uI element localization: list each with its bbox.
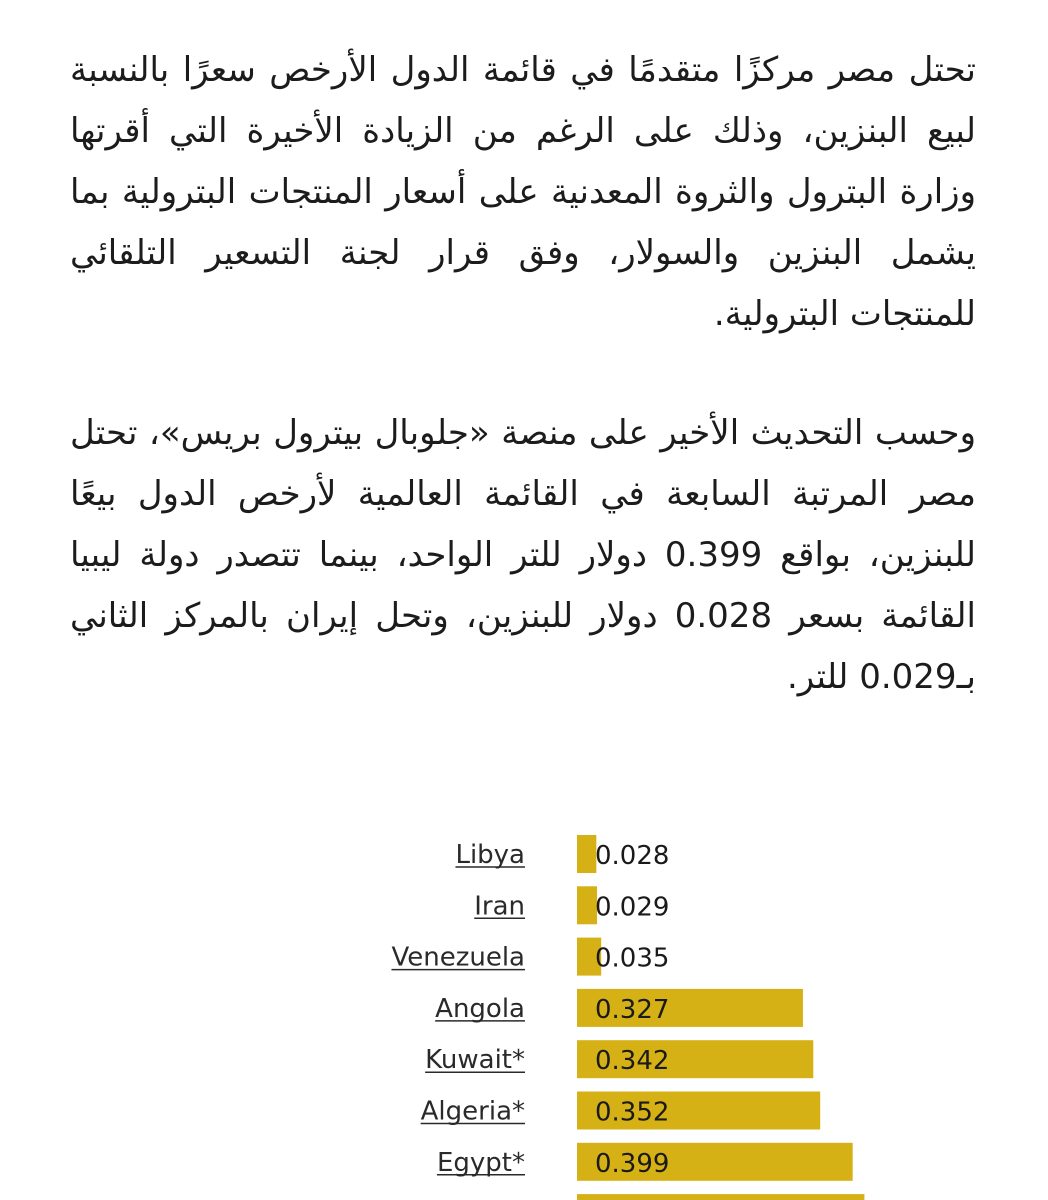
- value-label: 0.035: [595, 943, 670, 974]
- article-paragraph-1: تحتل مصر مركزًا متقدمًا في قائمة الدول الأرخص سعرًا بالنسبة لبيع البنزين، وذلك على الرغم من الزيادة الأخيرة التي أقرتها وزارة البترول والثروة المعدنية على أسعار المنتجات البترولية بما يشمل البنزين والسولار، وفق قرار لجنة التسعير التلقائي للمنتجات البترولية.: [70, 50, 976, 334]
- country-label[interactable]: Algeria*: [420, 1096, 525, 1127]
- country-label[interactable]: Kuwait*: [425, 1045, 525, 1076]
- value-label: 0.327: [595, 994, 670, 1025]
- chart-canvas: [0, 820, 1048, 1200]
- country-label[interactable]: Egypt*: [436, 1147, 525, 1178]
- value-label: 0.029: [595, 892, 670, 923]
- country-label[interactable]: Libya: [455, 840, 525, 870]
- value-label: 0.028: [595, 841, 670, 871]
- article-body: [70, 40, 976, 708]
- value-label: 0.399: [595, 1148, 670, 1179]
- country-label[interactable]: Iran: [474, 891, 525, 922]
- country-label[interactable]: Angola: [435, 993, 525, 1024]
- bar-libya: [577, 835, 596, 873]
- value-label: 0.342: [595, 1046, 670, 1077]
- gasoline-price-chart: [0, 820, 1048, 1200]
- article-paragraph-2: وحسب التحديث الأخير على منصة «جلوبال بيترول بريس»، تحتل مصر المرتبة السابعة في القائمة العالمية لأرخص الدول بيعًا للبنزين، بواقع 0.399 دولار للتر الواحد، بينما تتصدر دولة ليبيا القائمة بسعر 0.028 دولار للبنزين، وتحل إيران بالمركز الثاني بـ0.029 للتر.: [70, 413, 976, 697]
- bar-partial: [577, 1194, 864, 1200]
- value-label: 0.352: [595, 1097, 670, 1128]
- country-label[interactable]: Venezuela: [391, 942, 525, 973]
